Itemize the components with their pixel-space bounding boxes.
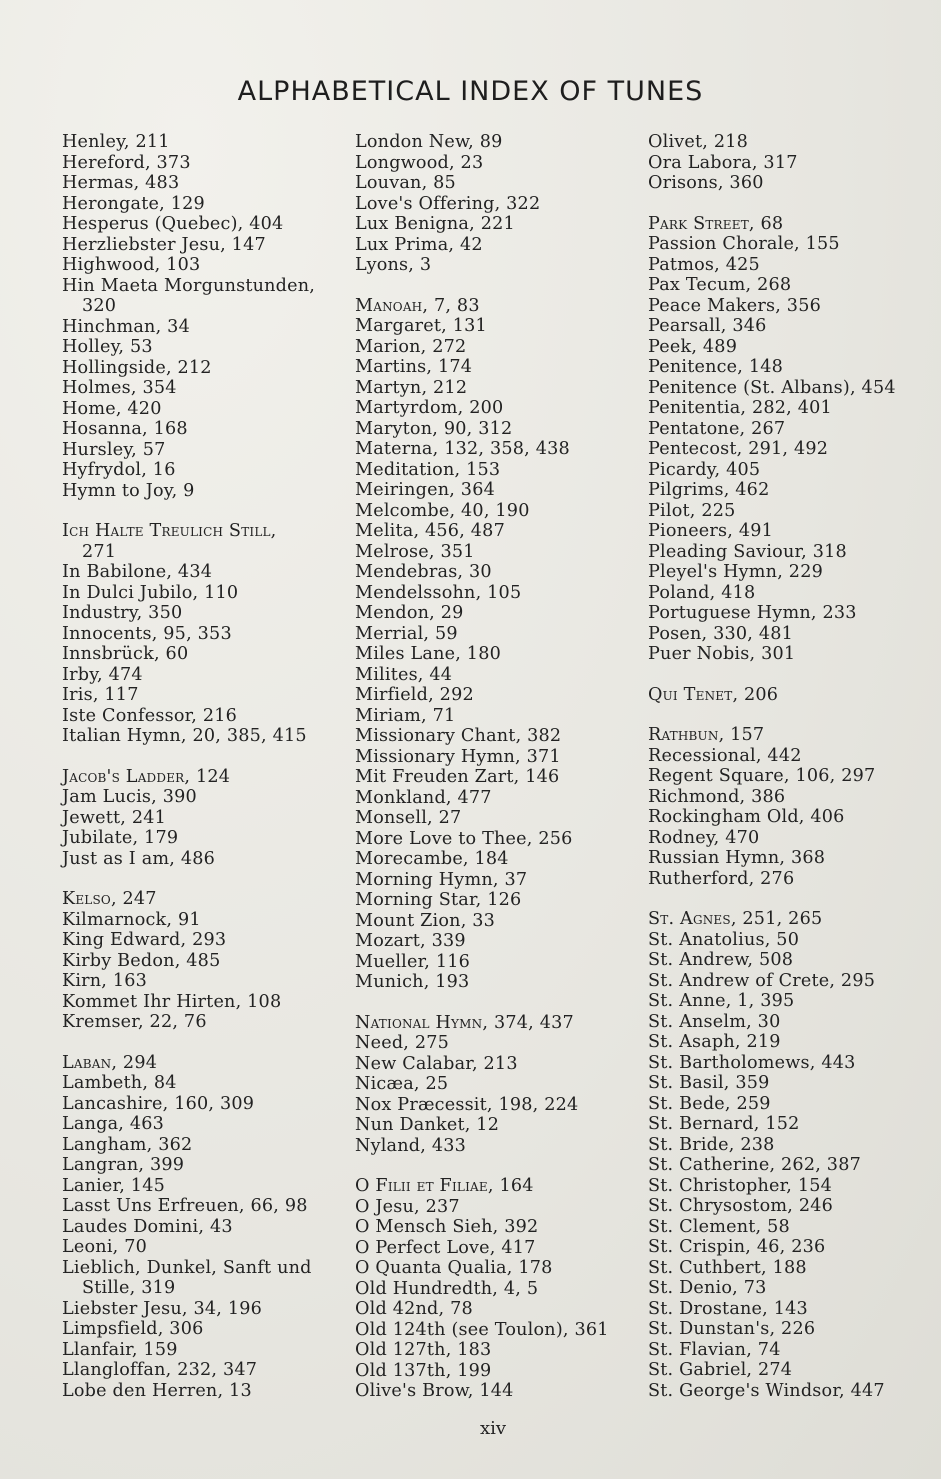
index-entry: Morning Hymn, 37 — [355, 869, 528, 890]
index-entry: Rockingham Old, 406 — [648, 807, 845, 827]
index-entry: Hosanna, 168 — [62, 419, 188, 439]
index-entry: Innocents, 95, 353 — [62, 623, 232, 644]
index-entry: Iris, 117 — [62, 685, 139, 705]
index-entry: Milites, 44 — [355, 664, 453, 685]
index-entry: Kilmarnock, 91 — [62, 909, 201, 930]
index-entry: Puer Nobis, 301 — [648, 644, 796, 664]
index-entry: Marion, 272 — [355, 336, 467, 357]
index-entry: Langran, 399 — [62, 1155, 185, 1175]
index-entry: St. Anne, 1, 395 — [648, 991, 795, 1011]
page-number: xiv — [480, 1418, 507, 1439]
index-entry: Hermas, 483 — [62, 173, 180, 193]
index-entry: Jubilate, 179 — [62, 828, 179, 848]
index-entry: St. Chrysostom, 246 — [648, 1196, 834, 1216]
index-column-2 — [355, 132, 635, 1422]
index-entry: Jewett, 241 — [62, 807, 167, 828]
index-entry: King Edward, 293 — [62, 930, 227, 950]
index-entry: Merrial, 59 — [355, 623, 458, 644]
index-entry: St. Cuthbert, 188 — [648, 1257, 807, 1278]
index-entry: St. Drostane, 143 — [648, 1298, 808, 1319]
index-entry: Industry, 350 — [62, 603, 183, 623]
index-entry: Missionary Hymn, 371 — [355, 746, 561, 767]
index-entry: St. Bede, 259 — [648, 1093, 771, 1114]
index-entry: Louvan, 85 — [355, 173, 456, 193]
index-entry: Llangloffan, 232, 347 — [62, 1360, 258, 1380]
index-entry: Missionary Chant, 382 — [355, 726, 562, 746]
index-letter-group — [62, 521, 337, 747]
index-entry: Hesperus (Quebec), 404 — [62, 214, 284, 234]
index-entry: Hyfrydol, 16 — [62, 460, 176, 480]
index-entry: Patmos, 425 — [648, 254, 760, 275]
index-entry: Rathbun, 157 — [648, 725, 765, 745]
index-entry: Mendon, 29 — [355, 603, 464, 623]
index-entry: National Hymn, 374, 437 — [355, 1012, 574, 1033]
index-entry: Holmes, 354 — [62, 378, 177, 398]
index-letter-group — [355, 296, 635, 993]
index-entry: Jam Lucis, 390 — [62, 787, 197, 807]
index-entry: St. Dunstan's, 226 — [648, 1319, 816, 1339]
index-entry: Melita, 456, 487 — [355, 521, 505, 541]
index-entry: Ich Halte Treulich Still, 271 — [62, 521, 277, 562]
index-entry: Olive's Brow, 144 — [355, 1381, 514, 1401]
index-letter-group — [62, 889, 337, 1033]
index-entry: Pilgrims, 462 — [648, 480, 770, 500]
index-entry: Olivet, 218 — [648, 132, 749, 152]
index-entry: St. Crispin, 46, 236 — [648, 1237, 826, 1257]
index-entry: Hin Maeta Morgunstunden, 320 — [62, 275, 316, 316]
index-entry: St. Basil, 359 — [648, 1073, 770, 1093]
index-entry: New Calabar, 213 — [355, 1053, 518, 1074]
index-entry: Morecambe, 184 — [355, 849, 509, 869]
index-entry: Mirfield, 292 — [355, 685, 474, 705]
index-entry: Kremser, 22, 76 — [62, 1012, 207, 1032]
index-entry: Henley, 211 — [62, 132, 170, 152]
index-entry: St. Andrew, 508 — [648, 950, 794, 970]
index-letter-group — [62, 132, 337, 501]
index-entry: Miriam, 71 — [355, 705, 456, 726]
index-entry: Lyons, 3 — [355, 255, 432, 275]
index-entry: Herongate, 129 — [62, 193, 205, 214]
index-entry: Russian Hymn, 368 — [648, 848, 826, 868]
index-entry: Just as I am, 486 — [62, 848, 216, 869]
index-entry: Nyland, 433 — [355, 1135, 467, 1156]
index-entry: Pleyel's Hymn, 229 — [648, 562, 823, 582]
index-entry: Hursley, 57 — [62, 439, 166, 460]
index-entry: Lambeth, 84 — [62, 1073, 177, 1093]
index-entry: Pilot, 225 — [648, 500, 736, 521]
index-entry: Orisons, 360 — [648, 173, 764, 193]
index-entry: Need, 275 — [355, 1033, 450, 1053]
index-entry: Penitentia, 282, 401 — [648, 398, 832, 418]
index-entry: Irby, 474 — [62, 664, 143, 685]
index-entry: Portuguese Hymn, 233 — [648, 603, 857, 623]
index-entry: Pearsall, 346 — [648, 316, 767, 336]
index-entry: St. Gabriel, 274 — [648, 1360, 793, 1380]
index-column-3 — [648, 132, 930, 1421]
index-letter-group — [62, 767, 337, 870]
index-letter-group — [648, 725, 930, 889]
index-entry: Limpsfield, 306 — [62, 1319, 204, 1339]
index-entry: Old 124th (see Toulon), 361 — [355, 1319, 609, 1340]
index-entry: Llanfair, 159 — [62, 1339, 178, 1360]
index-entry: Peek, 489 — [648, 336, 738, 357]
index-entry: Old 137th, 199 — [355, 1360, 492, 1381]
index-entry: St. Flavian, 74 — [648, 1339, 781, 1360]
index-entry: St. Bride, 238 — [648, 1134, 775, 1155]
index-entry: Innsbrück, 60 — [62, 644, 189, 664]
index-entry: St. Denio, 73 — [648, 1278, 767, 1298]
index-entry: In Dulci Jubilo, 110 — [62, 582, 239, 603]
index-entry: Poland, 418 — [648, 582, 756, 603]
index-entry: Melrose, 351 — [355, 541, 475, 562]
index-entry: Miles Lane, 180 — [355, 644, 501, 664]
index-letter-group — [648, 909, 930, 1401]
index-entry: Qui Tenet, 206 — [648, 684, 779, 705]
index-letter-group — [355, 1176, 635, 1402]
index-entry: Pleading Saviour, 318 — [648, 541, 847, 562]
index-letter-group — [62, 1053, 337, 1402]
index-entry: Longwood, 23 — [355, 152, 484, 173]
index-entry: Liebster Jesu, 34, 196 — [62, 1298, 263, 1319]
index-entry: Pentatone, 267 — [648, 418, 786, 439]
index-entry: Kelso, 247 — [62, 889, 157, 909]
index-entry: London New, 89 — [355, 132, 503, 152]
index-entry: Hollingside, 212 — [62, 357, 212, 378]
index-entry: Regent Square, 106, 297 — [648, 766, 876, 786]
index-entry: More Love to Thee, 256 — [355, 828, 573, 849]
index-entry: O Jesu, 237 — [355, 1196, 460, 1217]
index-entry: St. Bernard, 152 — [648, 1114, 800, 1134]
index-entry: Pentecost, 291, 492 — [648, 439, 829, 459]
index-entry: O Perfect Love, 417 — [355, 1237, 536, 1258]
index-entry: Mendelssohn, 105 — [355, 582, 522, 603]
index-entry: St. Catherine, 262, 387 — [648, 1155, 861, 1175]
index-entry: St. George's Windsor, 447 — [648, 1380, 885, 1401]
index-entry: Old Hundredth, 4, 5 — [355, 1278, 539, 1299]
index-entry: Park Street, 68 — [648, 213, 784, 234]
index-entry: Langham, 362 — [62, 1134, 193, 1155]
index-entry: Lasst Uns Erfreuen, 66, 98 — [62, 1196, 308, 1216]
index-entry: Richmond, 386 — [648, 786, 786, 807]
index-entry: Martyrdom, 200 — [355, 398, 504, 418]
index-entry: Hymn to Joy, 9 — [62, 480, 195, 501]
index-entry: Hinchman, 34 — [62, 316, 190, 337]
index-entry: Nun Danket, 12 — [355, 1115, 500, 1135]
index-entry: Rutherford, 276 — [648, 868, 795, 889]
index-entry: Laban, 294 — [62, 1052, 158, 1073]
index-entry: Nicæa, 25 — [355, 1074, 449, 1094]
index-letter-group — [355, 1013, 635, 1157]
index-entry: Kirn, 163 — [62, 971, 148, 991]
index-entry: Lancashire, 160, 309 — [62, 1093, 255, 1114]
index-entry: Herzliebster Jesu, 147 — [62, 234, 266, 255]
index-entry: Margaret, 131 — [355, 316, 487, 336]
index-entry: Posen, 330, 481 — [648, 623, 794, 644]
index-letter-group — [648, 685, 930, 706]
index-entry: Laudes Domini, 43 — [62, 1216, 233, 1237]
index-entry: Morning Star, 126 — [355, 890, 522, 910]
index-entry: Mozart, 339 — [355, 931, 466, 951]
index-entry: Penitence (St. Albans), 454 — [648, 377, 896, 398]
index-entry: St. Asaph, 219 — [648, 1032, 781, 1052]
index-entry: Love's Offering, 322 — [355, 193, 541, 214]
index-entry: Home, 420 — [62, 398, 162, 419]
index-entry: St. Andrew of Crete, 295 — [648, 970, 876, 991]
index-entry: Iste Confessor, 216 — [62, 705, 238, 726]
index-entry: Passion Chorale, 155 — [648, 234, 840, 254]
index-entry: Recessional, 442 — [648, 745, 802, 766]
index-entry: Jacob's Ladder, 124 — [62, 766, 231, 787]
index-entry: Martyn, 212 — [355, 377, 468, 398]
index-entry: Materna, 132, 358, 438 — [355, 439, 570, 459]
index-entry: Pioneers, 491 — [648, 521, 774, 541]
index-entry: St. Agnes, 251, 265 — [648, 909, 823, 929]
index-entry: O Quanta Qualia, 178 — [355, 1258, 553, 1278]
index-entry: St. Anselm, 30 — [648, 1011, 781, 1032]
index-entry: St. Anatolius, 50 — [648, 929, 800, 950]
index-entry: Manoah, 7, 83 — [355, 295, 480, 316]
index-column-1 — [62, 132, 337, 1421]
index-entry: Highwood, 103 — [62, 255, 201, 275]
index-entry: Meditation, 153 — [355, 459, 501, 480]
index-entry: In Babilone, 434 — [62, 562, 213, 582]
index-entry: Pax Tecum, 268 — [648, 275, 792, 295]
index-letter-group — [648, 214, 930, 665]
index-letter-group — [355, 132, 635, 276]
index-entry: Hereford, 373 — [62, 152, 191, 173]
index-entry: Leoni, 70 — [62, 1237, 148, 1257]
index-entry: Old 127th, 183 — [355, 1340, 492, 1360]
index-entry: Italian Hymn, 20, 385, 415 — [62, 726, 307, 746]
index-entry: Picardy, 405 — [648, 459, 761, 480]
index-entry: Lux Benigna, 221 — [355, 214, 515, 234]
index-letter-group — [648, 132, 930, 194]
index-entry: Meiringen, 364 — [355, 480, 495, 500]
index-entry: O Mensch Sieh, 392 — [355, 1217, 539, 1237]
index-entry: St. Bartholomews, 443 — [648, 1052, 856, 1073]
index-entry: Lanier, 145 — [62, 1175, 165, 1196]
index-entry: Mueller, 116 — [355, 951, 471, 972]
index-entry: Peace Makers, 356 — [648, 295, 821, 316]
index-entry: Kommet Ihr Hirten, 108 — [62, 991, 282, 1012]
index-entry: Maryton, 90, 312 — [355, 418, 513, 439]
index-entry: Mendebras, 30 — [355, 562, 492, 582]
index-entry: Melcombe, 40, 190 — [355, 500, 530, 521]
index-entry: Penitence, 148 — [648, 357, 784, 377]
index-entry: Lobe den Herren, 13 — [62, 1380, 252, 1401]
index-entry: Martins, 174 — [355, 357, 473, 377]
index-entry: Kirby Bedon, 485 — [62, 950, 221, 971]
index-entry: Lieblich, Dunkel, Sanft und Stille, 319 — [62, 1257, 312, 1298]
index-entry: Ora Labora, 317 — [648, 152, 798, 173]
index-entry: Langa, 463 — [62, 1114, 165, 1134]
index-entry: O Filii et Filiae, 164 — [355, 1176, 534, 1196]
index-entry: Nox Præcessit, 198, 224 — [355, 1094, 579, 1115]
index-entry: Monsell, 27 — [355, 808, 462, 828]
index-entry: St. Christopher, 154 — [648, 1175, 833, 1196]
index-entry: Rodney, 470 — [648, 827, 760, 848]
index-entry: Holley, 53 — [62, 337, 153, 357]
index-entry: Munich, 193 — [355, 972, 470, 992]
index-entry: Old 42nd, 78 — [355, 1299, 473, 1319]
index-entry: St. Clement, 58 — [648, 1216, 790, 1237]
index-entry: Lux Prima, 42 — [355, 234, 483, 255]
index-entry: Monkland, 477 — [355, 787, 492, 808]
index-entry: Mount Zion, 33 — [355, 910, 496, 931]
page-title: ALPHABETICAL INDEX OF TUNES — [237, 76, 704, 107]
index-entry: Mit Freuden Zart, 146 — [355, 767, 560, 787]
